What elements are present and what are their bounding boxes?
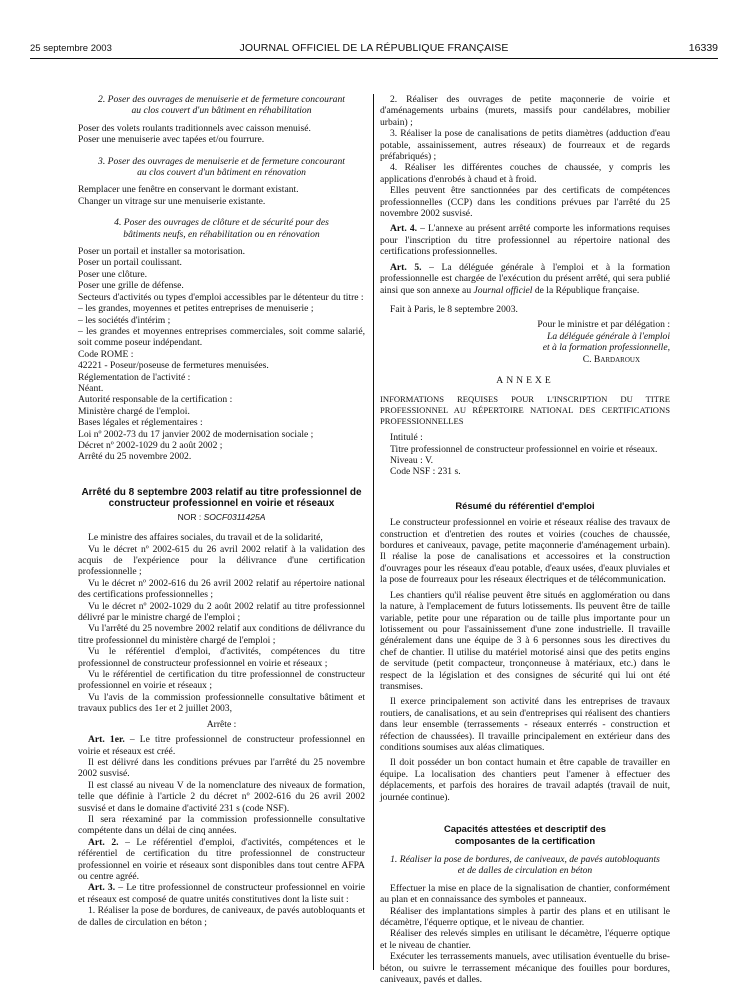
preamble-line: Vu l'arrêté du 25 novembre 2002 relatif aux conditions de délivrance du titre professionnel du ministère chargé de l'emploi ; (78, 623, 365, 646)
code-nsf: Code NSF : 231 s. (390, 466, 461, 478)
preamble-line: Vu le référentiel d'emploi, d'activités, compétences du titre professionnel de constructeur professionnel en voirie et réseaux ; (78, 646, 365, 669)
ccp-paragraph: Elles peuvent être sanctionnées par des certificats de compétences professionnelles (CCP) dans les conditions prévues par l'arrêté du 25 novembre 2002 susvisé. (380, 185, 670, 220)
preamble-line: Vu le décret nº 2002-616 du 26 avril 2002 relatif au répertoire national des certifications professionnelles ; (78, 577, 365, 601)
signature-line: et à la formation professionnelle, (542, 342, 670, 354)
column-divider (373, 94, 374, 970)
list-item: Poser des volets roulants traditionnels avec caisson menuisé. (78, 122, 311, 134)
article-paragraph: Il est délivré dans les conditions prévues par l'arrêté du 25 novembre 2002 susvisé. (78, 756, 365, 780)
resume-paragraph: Le constructeur professionnel en voirie et réseaux réalise des travaux de construction et d'entretien des routes et voiries (couches de chaussée, bordures et caniveaux, pavage, petite maçonnerie d'aménagement urbain). Il réalise la pose de canalisations et accessoires et la construction d'ouvrages pour les réseaux d'eau potable, d'eaux usées, d'eaux pluviales et la pose de fourreaux pour les réseaux électriques et de télécommunication. (380, 517, 670, 586)
resume-paragraph: Il exerce principalement son activité dans les entreprises de travaux routiers, de canalisations, et au sein d'entreprises qui réalisent des chantiers dans leur ensemble (terrassements - réseaux enterrés - construction et réfection de chaussées). Il travaille principalement en extérieur dans des conditions soumises aux aléas climatiques. (380, 696, 670, 753)
list-item: Décret nº 2002-1029 du 2 août 2002 ; (78, 439, 223, 451)
list-item: Arrêté du 25 novembre 2002. (78, 451, 192, 463)
signature-line: La déléguée générale à l'emploi (546, 330, 670, 342)
list-item: Poser une menuiserie avec tapées et/ou fourrure. (78, 134, 265, 146)
resume-paragraph: Il doit posséder un bon contact humain et être capable de travailler en équipe. La localisation des chantiers peut l'amener à effectuer des déplacements, et parfois des horaires de travail adaptés (travail de nuit, journée continue). (380, 757, 670, 803)
resume-title: Résumé du référentiel d'emploi (455, 499, 595, 511)
secteurs-intro: Secteurs d'activités ou types d'emploi accessibles par le détenteur du titre : (78, 291, 364, 303)
arrete-word: Arrête : (206, 718, 237, 730)
article-5-text-a: – La déléguée générale à l'emploi et à la formation professionnelle est chargée de l'exécution du présent arrêté, qui sera publié ainsi que son annexe au (380, 261, 670, 296)
unit-item: 2. Réaliser des ouvrages de petite maçonnerie de voirie et d'aménagements urbains (murets, massifs pour candélabres, mobilier urbain) ; (380, 94, 670, 128)
article-3 (78, 882, 365, 905)
autorite-value: Ministère chargé de l'emploi. (78, 405, 190, 417)
list-item: Remplacer une fenêtre en conservant le dormant existant. (78, 184, 299, 196)
capacite-paragraph: Exécuter les terrassements manuels, avec utilisation éventuelle du brise-béton, ou suivre le terrassement mécanique des fouilles pour bordures, caniveaux, pavés et dalles. (380, 951, 670, 986)
section-title: 2. Poser des ouvrages de menuiserie et de fermeture concourant au clos couvert d'un bâtiment en réhabilitation (98, 94, 345, 117)
article-2-label: Art. 2. (88, 836, 119, 848)
reglementation-label: Réglementation de l'activité : (78, 371, 191, 383)
article-5-label: Art. 5. (390, 261, 422, 273)
article-2 (78, 837, 365, 883)
left-column (78, 94, 365, 928)
header-journal-title: JOURNAL OFFICIEL DE LA RÉPUBLIQUE FRANÇAISE (239, 42, 509, 54)
niveau: Niveau : V. (390, 454, 434, 466)
nor-reference (78, 512, 365, 523)
preamble-line: Vu l'avis de la commission professionnelle consultative bâtiment et travaux publics des 1er et 2 juillet 2003, (78, 691, 365, 715)
right-column (380, 94, 670, 985)
article-paragraph: Il sera réexaminé par la commission professionnelle consultative compétente dans un délai de cinq années. (78, 813, 365, 837)
article-1 (78, 734, 365, 757)
header-date: 25 septembre 2003 (30, 43, 112, 54)
article-1-text: – Le titre professionnel de constructeur professionnel en voirie et réseaux est créé. (78, 734, 365, 757)
article-2-text: – Le référentiel d'emploi, d'activités, compétences et le référentiel de certification du titre professionnel de constructeur professionnel en voirie et réseaux sont disponibles dans tout centre AFPA ou centre agréé. (78, 836, 365, 882)
list-item: Poser une clôture. (78, 268, 148, 280)
list-item: – les grandes, moyennes et petites entreprises de menuiserie ; (78, 303, 314, 315)
preamble-line: Vu le décret nº 2002-615 du 26 avril 2002 relatif à la validation des acquis de l'expérience pour la délivrance d'une certification professionnelle ; (78, 543, 365, 578)
intitule-value: Titre professionnel de constructeur professionnel en voirie et réseaux. (390, 443, 658, 455)
annexe-heading: ANNEXE (496, 374, 554, 386)
signature-line: Pour le ministre et par délégation : (537, 319, 670, 331)
reglementation-value: Néant. (78, 382, 104, 394)
section-title: 4. Poser des ouvrages de clôture et de sécurité pour des bâtiments neufs, en réhabilitation ou en rénovation (114, 217, 329, 240)
list-item: Poser un portail et installer sa motorisation. (78, 246, 246, 258)
code-rome-value: 42221 - Poseur/poseuse de fermetures menuisées. (78, 360, 269, 372)
capacite-paragraph: Effectuer la mise en place de la signalisation de chantier, conformément au plan et en connaissance des symboles et panneaux. (380, 882, 670, 906)
article-4-label: Art. 4. (390, 223, 418, 235)
page-header (30, 40, 718, 56)
preamble-line: Vu le décret nº 2002-1029 du 2 août 2002 relatif au titre professionnel délivré par le ministre chargé de l'emploi ; (78, 600, 365, 624)
list-item: Loi nº 2002-73 du 17 janvier 2002 de modernisation sociale ; (78, 428, 314, 440)
article-5-journal: Journal officiel (473, 284, 533, 296)
list-item: Changer un vitrage sur une menuiserie existante. (78, 195, 266, 207)
article-5 (380, 262, 670, 296)
section-title: 1. Réaliser la pose de bordures, de caniveaux, de pavés autobloquants et de dalles de circulation en béton (390, 854, 660, 877)
code-rome-label: Code ROME : (78, 348, 134, 360)
article-5-text-b: de la République française. (534, 284, 640, 296)
list-item: Poser un portail coulissant. (78, 257, 182, 269)
nor-label: NOR : (177, 511, 202, 522)
autorite-label: Autorité responsable de la certification : (78, 394, 233, 406)
article-1-label: Art. 1er. (88, 734, 125, 746)
list-item: – les sociétés d'intérim ; (78, 314, 171, 326)
capacites-title: Capacités attestées et descriptif des composantes de la certification (443, 823, 607, 846)
header-rule (30, 58, 718, 59)
header-page-number: 16339 (688, 42, 718, 54)
capacite-paragraph: Réaliser des implantations simples à partir des plans et en utilisant le décamètre, l'équerre optique, et le niveau de chantier. (380, 905, 670, 929)
preamble-line: Vu le référentiel de certification du titre professionnel de constructeur professionnel en voirie et réseaux ; (78, 669, 365, 692)
article-4 (380, 223, 670, 257)
article-3-item: 1. Réaliser la pose de bordures, de caniveaux, de pavés autobloquants et de dalles de circulation en béton ; (78, 905, 365, 928)
intitule-label: Intitulé : (390, 432, 423, 444)
capacite-paragraph: Réaliser des relevés simples en utilisant le décamètre, l'équerre optique et le niveau de chantier. (380, 928, 670, 951)
unit-item: 3. Réaliser la pose de canalisations de petits diamètres (adduction d'eau potable, assainissement, autres réseaux) de fourreaux et de regards préfabriqués) ; (380, 128, 670, 163)
unit-item: 4. Réaliser les différentes couches de chaussée, y compris les applications d'enrobés à chaud et à froid. (380, 162, 670, 185)
arrete-title: Arrêté du 8 septembre 2003 relatif au titre professionnel de constructeur professionnel en voirie et réseaux (81, 486, 362, 510)
fait-a-paris: Fait à Paris, le 8 septembre 2003. (390, 303, 518, 315)
list-item: – les grandes et moyennes entreprises commerciales, soit comme salarié, soit comme poseur indépendant. (78, 325, 365, 349)
article-3-label: Art. 3. (88, 882, 116, 894)
section-title: 3. Poser des ouvrages de menuiserie et de fermeture concourant au clos couvert d'un bâtiment en rénovation (98, 155, 345, 179)
bases-label: Bases légales et réglementaires : (78, 417, 203, 429)
nor-code: SOCF0311425A (203, 511, 266, 522)
resume-paragraph: Les chantiers qu'il réalise peuvent être situés en agglomération ou dans la nature, à l'emplacement de futurs lotissements. Ils peuvent être de taille variable, petite pour une réparation ou de taille plus importante pour un lotissement ou pour l'assainissement d'une zone industrielle. Il travaille généralement dans une équipe de 3 à 6 personnes sous les directives du chef de chantier. Il utilise du matériel motorisé ainsi que des petits engins de servitude (petit compacteur, tronçonneuse à matériaux, etc.) dans le respect de la législation et des consignes de sécurité qui lui ont été transmises. (380, 589, 670, 692)
info-caps-heading: INFORMATIONS REQUISES POUR L'INSCRIPTION DU TITRE PROFESSIONNEL AU RÉPERTOIRE NATIONAL DES CERTIFICATIONS PROFESSIONNELLES (380, 394, 670, 426)
article-4-text: – L'annexe au présent arrêté comporte les informations requises pour l'inscription du titre professionnel au répertoire national des certifications professionnelles. (380, 223, 670, 258)
signatory-name: C. Bardaroux (582, 353, 640, 365)
preamble-line: Le ministre des affaires sociales, du travail et de la solidarité, (88, 532, 323, 544)
article-paragraph: Il est classé au niveau V de la nomenclature des niveaux de formation, telle que définie à l'article 2 du décret nº 2002-616 du 26 avril 2002 susvisé et dans le domaine d'activité 231 s (code NSF). (78, 779, 365, 814)
article-3-text: – Le titre professionnel de constructeur professionnel en voirie et réseaux est composé de quatre unités constitutives dont la liste suit : (78, 882, 365, 905)
list-item: Poser une grille de défense. (78, 280, 184, 292)
